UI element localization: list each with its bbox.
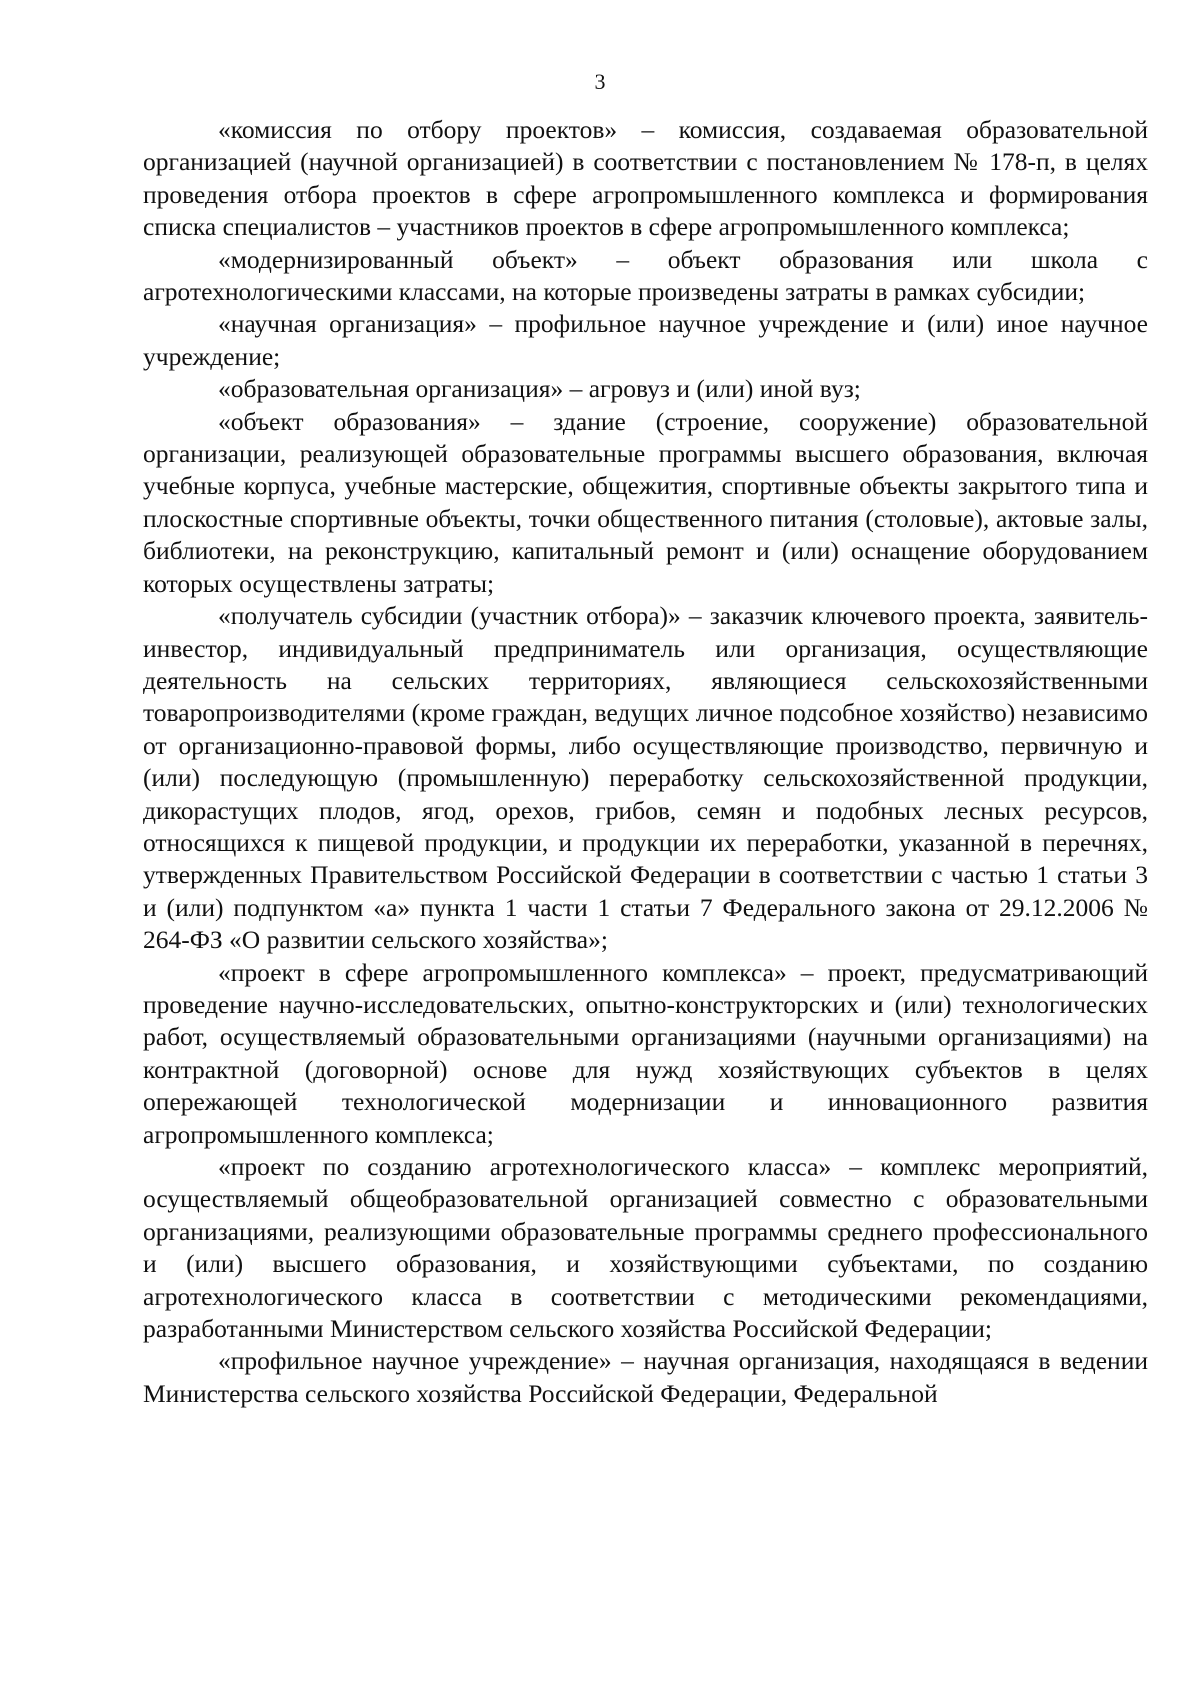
definition-paragraph: «проект по созданию агротехнологического класса» – комплекс мероприятий, осуществляемый общеобразовательной организацией совместно с образовательными организациями, реализующими образовательные программы среднего профессионального и (или) высшего образования, и хозяйствующими субъектами, по созданию агротехнологического класса в соответствии с методическими рекомендациями, разработанными Министерством сельского хозяйства Российской Федерации; <box>143 1152 1148 1344</box>
definition-paragraph: «получатель субсидии (участник отбора)» – заказчик ключевого проекта, заявитель-инвестор, индивидуальный предприниматель или организация, осуществляющие деятельность на сельских территориях, являющиеся сельскохозяйственными товаропроизводителями (кроме граждан, ведущих личное подсобное хозяйство) независимо от организационно-правовой формы, либо осуществляющие производство, первичную и (или) последующую (промышленную) переработку сельскохозяйственной продукции, дикорастущих плодов, ягод, орехов, грибов, семян и подобных лесных ресурсов, относящихся к пищевой продукции, и продукции их переработки, указанной в перечнях, утвержденных Правительством Российской Федерации в соответствии с частью 1 статьи 3 и (или) подпунктом «а» пункта 1 части 1 статьи 7 Федерального закона от 29.12.2006 № 264-ФЗ «О развитии сельского хозяйства»; <box>143 601 1148 955</box>
definition-paragraph: «профильное научное учреждение» – научная организация, находящаяся в ведении Министерства сельского хозяйства Российской Федерации, Федеральной <box>143 1346 1148 1408</box>
definition-paragraph: «научная организация» – профильное научное учреждение и (или) иное научное учреждение; <box>143 309 1148 371</box>
page-number: 3 <box>594 69 606 94</box>
definition-paragraph: «объект образования» – здание (строение, сооружение) образовательной организации, реализующей образовательные программы высшего образования, включая учебные корпуса, учебные мастерские, общежития, спортивные объекты закрытого типа и плоскостные спортивные объекты, точки общественного питания (столовые), актовые залы, библиотеки, на реконструкцию, капитальный ремонт и (или) оснащение оборудованием которых осуществлены затраты; <box>143 406 1148 598</box>
definition-paragraph: «образовательная организация» – агровуз и (или) иной вуз; <box>218 374 861 404</box>
definition-paragraph: «модернизированный объект» – объект образования или школа с агротехнологическими классами, на которые произведены затраты в рамках субсидии; <box>143 244 1148 307</box>
definition-paragraph: «проект в сфере агропромышленного комплекса» – проект, предусматривающий проведение научно-исследовательских, опытно-конструкторских и (или) технологических работ, осуществляемый образовательными организациями (научными организациями) на контрактной (договорной) основе для нужд хозяйствующих субъектов в целях опережающей технологической модернизации и инновационного развития агропромышленного комплекса; <box>143 957 1148 1149</box>
definition-paragraph: «комиссия по отбору проектов» – комиссия, создаваемая образовательной организацией (научной организацией) в соответствии с постановлением № 178-п, в целях проведения отбора проектов в сфере агропромышленного комплекса и формирования списка специалистов – участников проектов в сфере агропромышленного комплекса; <box>143 115 1148 242</box>
document-body <box>143 114 1148 1410</box>
